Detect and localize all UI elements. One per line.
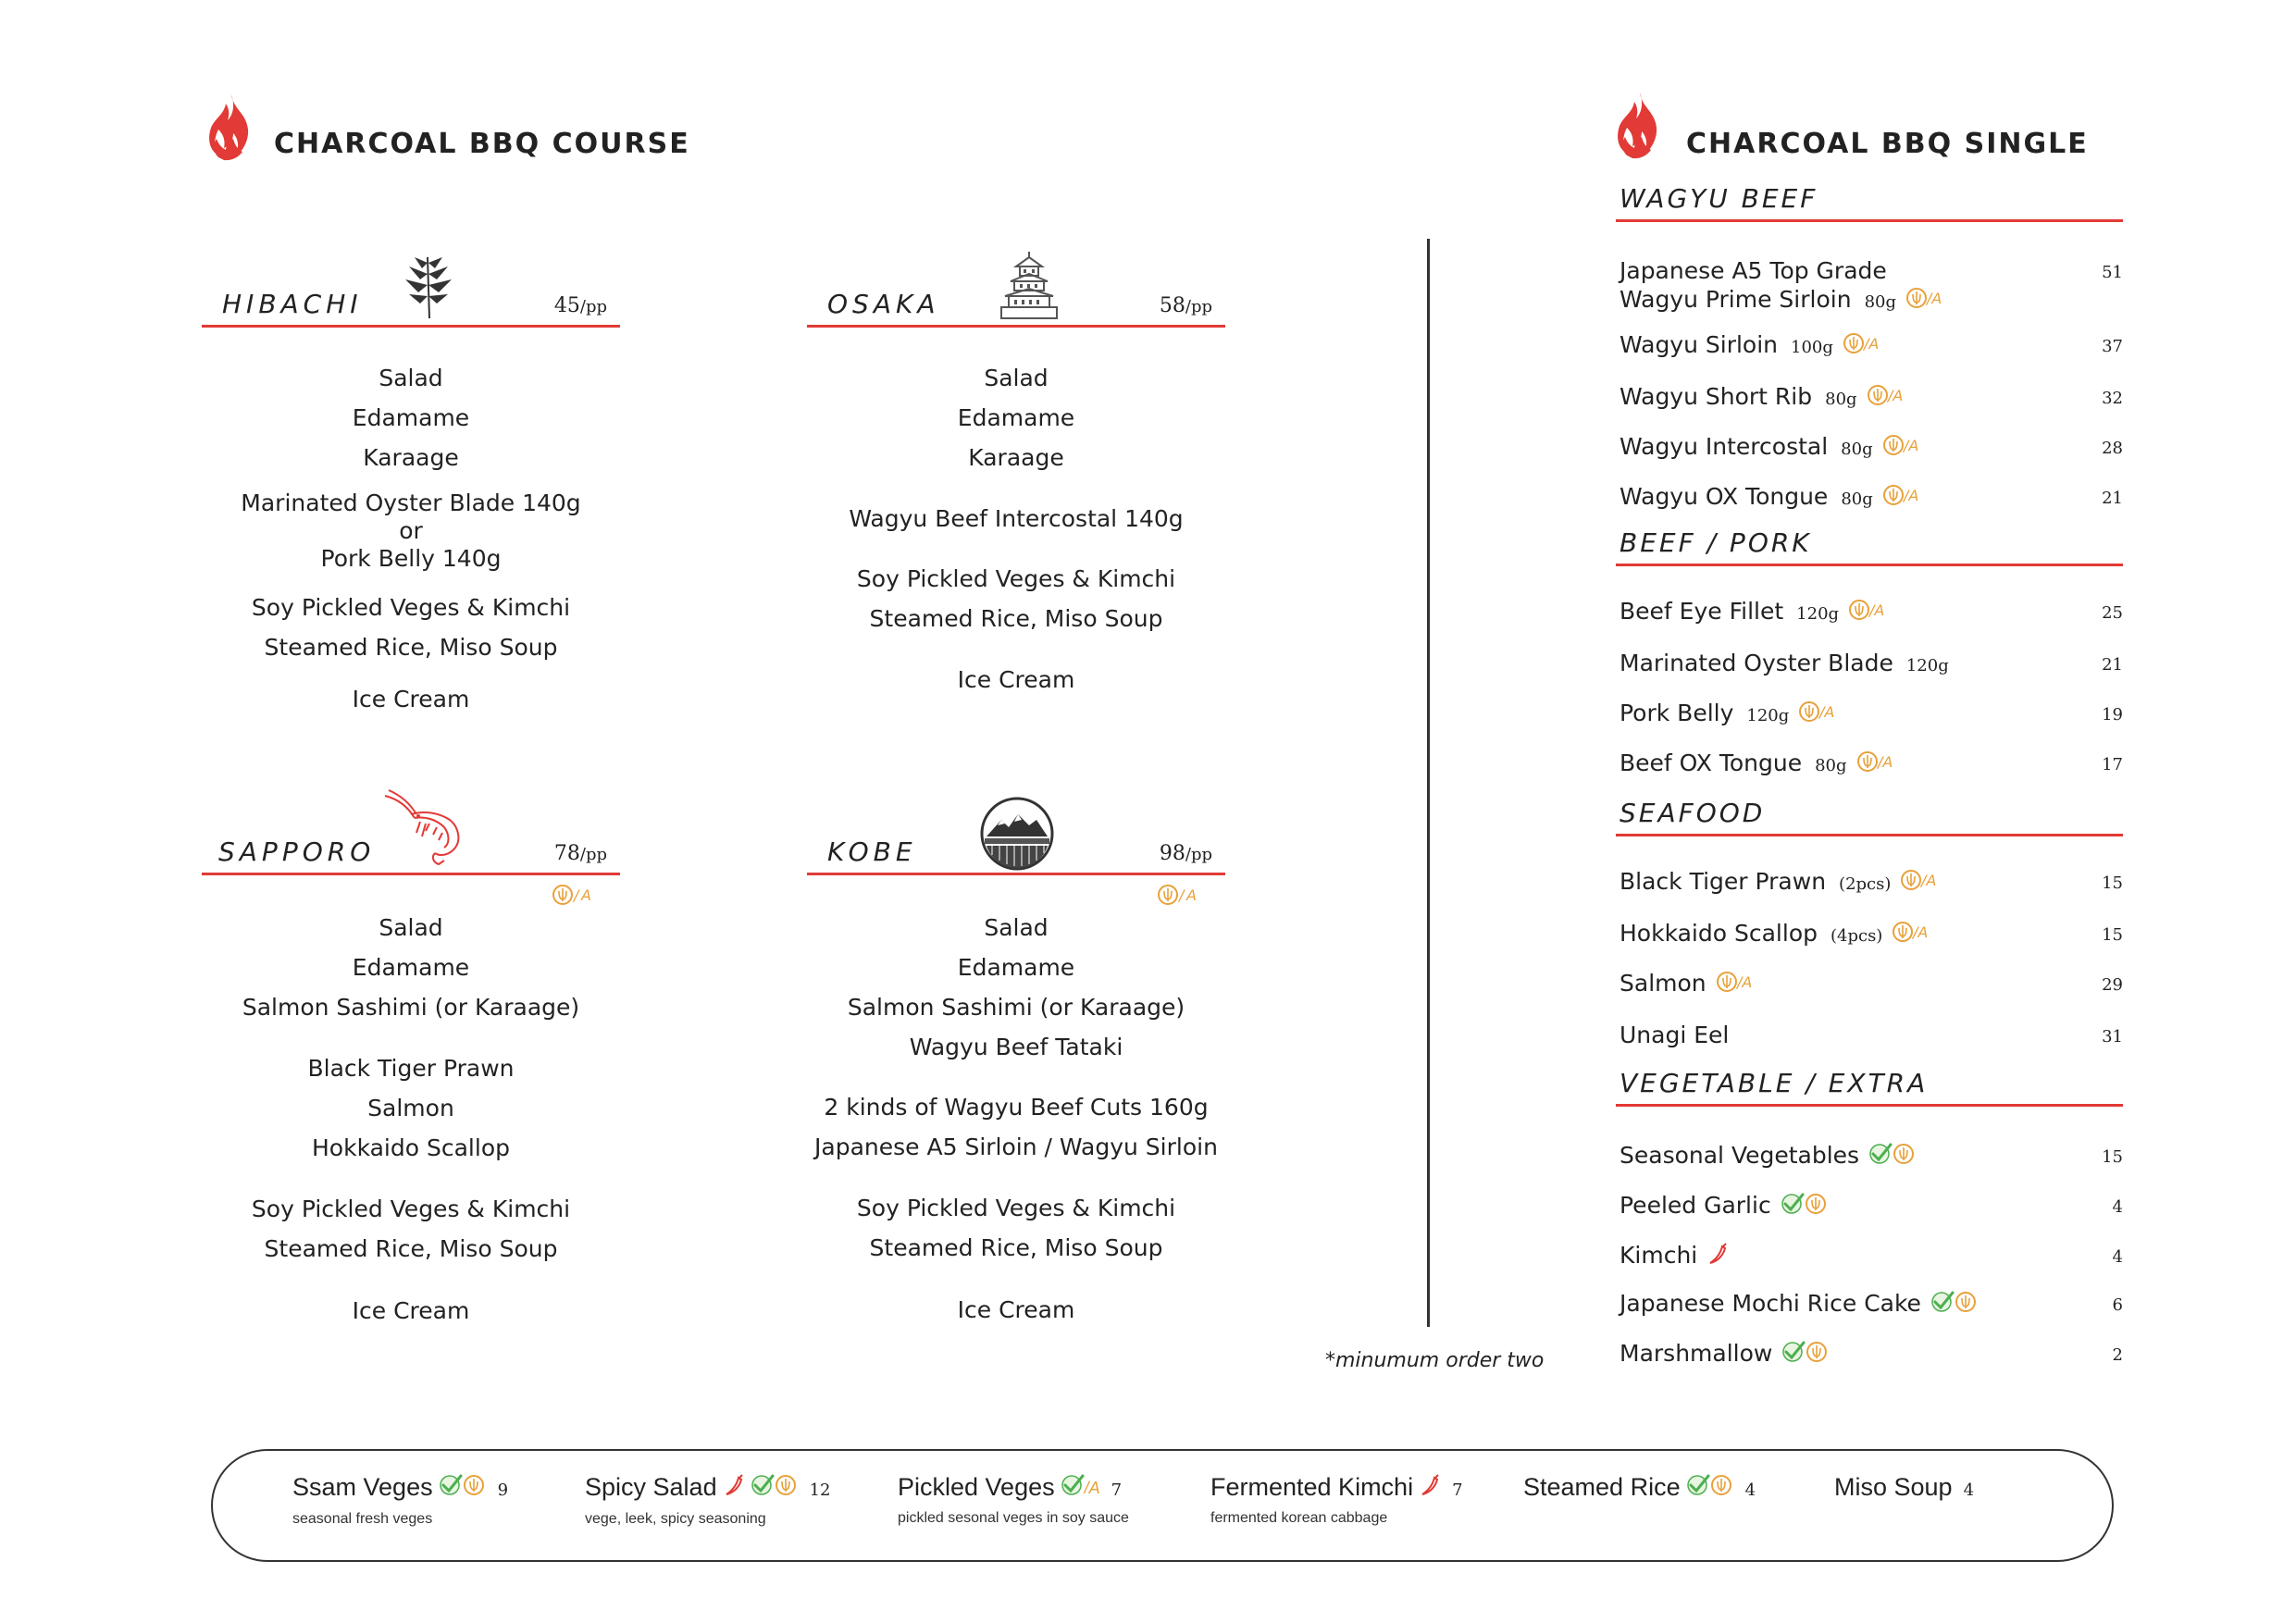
course-item: Salmon Sashimi (or Karaage) xyxy=(847,994,1185,1021)
item-weight: 100g xyxy=(1791,338,1833,357)
course-item: Edamame xyxy=(957,404,1075,431)
side-description: pickled sesonal veges in soy sauce xyxy=(898,1510,1129,1527)
svg-text:/: / xyxy=(1179,886,1185,904)
vegetarian-icon xyxy=(439,1474,463,1503)
side-item xyxy=(1523,1473,1756,1504)
item-name: Japanese A5 Top Grade xyxy=(1620,257,1887,284)
side-name: Miso Soup xyxy=(1834,1473,1953,1501)
minimum-order-note: *minumum order two xyxy=(1325,1349,1545,1372)
side-item xyxy=(292,1473,508,1528)
item-price: 37 xyxy=(2102,337,2123,356)
menu-item xyxy=(1620,1340,2123,1371)
prawn-icon xyxy=(383,787,476,870)
course-item: Hokkaido Scallop xyxy=(312,1134,510,1161)
course-price: 45/pp xyxy=(553,294,607,317)
course-header xyxy=(202,801,620,875)
svg-text:/A: /A xyxy=(1921,872,1937,889)
course-item: Steamed Rice, Miso Soup xyxy=(264,1235,558,1262)
menu-item xyxy=(1620,920,2123,951)
item-price: 15 xyxy=(2102,925,2123,945)
vegetarian-icon xyxy=(1686,1474,1710,1503)
item-price: 51 xyxy=(2102,263,2123,282)
svg-text:/A: /A xyxy=(1927,290,1942,307)
item-price: 21 xyxy=(2102,655,2123,675)
item-weight: (2pcs) xyxy=(1839,874,1892,894)
vegetarian-icon xyxy=(1930,1291,1955,1319)
side-name: Steamed Rice xyxy=(1523,1473,1681,1501)
svg-text:/A: /A xyxy=(1913,923,1929,941)
menu-item xyxy=(1620,1290,2123,1321)
item-price: 6 xyxy=(2112,1295,2123,1315)
item-name: Wagyu OX Tongue xyxy=(1620,483,1829,510)
allergen-label: /A xyxy=(1084,1479,1100,1498)
menu-item xyxy=(1620,483,2123,514)
allergen-icon xyxy=(1843,331,1887,361)
item-price: 4 xyxy=(2112,1247,2123,1267)
course-item: Karaage xyxy=(363,444,459,471)
item-price: 25 xyxy=(2102,603,2123,623)
course-kobe xyxy=(807,801,1225,1323)
allergen-icon xyxy=(1798,700,1843,729)
allergen-icon xyxy=(1806,1340,1830,1369)
item-weight: 80g xyxy=(1864,292,1896,312)
item-name: Marinated Oyster Blade xyxy=(1620,650,1893,676)
vegetarian-icon xyxy=(1061,1474,1085,1503)
item-name: Peeled Garlic xyxy=(1620,1192,1771,1219)
menu-item xyxy=(1620,1142,2123,1173)
side-price: 9 xyxy=(497,1481,509,1500)
item-name: Beef Eye Fillet xyxy=(1620,598,1784,625)
svg-text:A: A xyxy=(1186,886,1197,904)
item-weight: 120g xyxy=(1796,604,1840,624)
course-item: or xyxy=(399,517,423,544)
menu-item xyxy=(1620,868,2123,899)
course-item: Japanese A5 Sirloin / Wagyu Sirloin xyxy=(814,1134,1218,1160)
side-name: Spicy Salad xyxy=(585,1473,717,1501)
course-price: 58/pp xyxy=(1159,294,1212,317)
svg-text:A: A xyxy=(581,886,591,904)
item-price: 19 xyxy=(2102,705,2123,725)
course-item: Wagyu Beef Intercostal 140g xyxy=(849,505,1184,532)
single-section-title: CHARCOAL BBQ SINGLE xyxy=(1686,128,2089,160)
vegetarian-icon xyxy=(1781,1193,1805,1220)
course-item: Steamed Rice, Miso Soup xyxy=(264,634,558,661)
svg-text:/A: /A xyxy=(1736,973,1752,991)
item-price: 15 xyxy=(2102,873,2123,893)
item-name-line2: Wagyu Prime Sirloin xyxy=(1620,286,1852,313)
course-section-title: CHARCOAL BBQ COURSE xyxy=(274,128,690,160)
course-item: Salad xyxy=(984,365,1049,391)
side-description: vege, leek, spicy seasoning xyxy=(585,1511,766,1528)
item-price: 28 xyxy=(2102,439,2123,458)
item-price: 4 xyxy=(2112,1197,2123,1217)
course-price: 98/pp xyxy=(1159,842,1212,865)
item-price: 2 xyxy=(2112,1345,2123,1365)
course-header xyxy=(807,801,1225,875)
svg-text:/A: /A xyxy=(1869,601,1885,619)
menu-item xyxy=(1620,650,2123,681)
course-name: OSAKA xyxy=(827,289,940,319)
course-item: 2 kinds of Wagyu Beef Cuts 160g xyxy=(824,1094,1209,1121)
course-item: Salmon Sashimi (or Karaage) xyxy=(242,994,580,1021)
leaf-icon xyxy=(396,254,461,320)
side-price: 12 xyxy=(809,1481,831,1500)
item-weight: 80g xyxy=(1841,440,1873,459)
svg-text:/A: /A xyxy=(1863,335,1880,353)
flame-icon xyxy=(205,93,257,163)
item-price: 32 xyxy=(2102,389,2123,408)
menu-item xyxy=(1620,383,2123,415)
category-name: WAGYU BEEF xyxy=(1620,183,1818,214)
allergen-icon xyxy=(1710,1473,1734,1504)
item-weight: 120g xyxy=(1905,656,1949,675)
menu-item xyxy=(1620,433,2123,465)
course-item: Karaage xyxy=(968,444,1064,471)
item-price: 31 xyxy=(2102,1027,2123,1047)
column-divider xyxy=(1427,239,1430,1327)
item-weight: (4pcs) xyxy=(1830,926,1883,946)
course-item: Edamame xyxy=(957,954,1075,981)
course-item: Soy Pickled Veges & Kimchi xyxy=(856,1195,1176,1221)
allergen-badge-icon xyxy=(552,883,598,907)
allergen-icon xyxy=(1867,383,1911,413)
chili-icon xyxy=(1706,1243,1729,1270)
course-item: Soy Pickled Veges & Kimchi xyxy=(856,565,1176,592)
item-weight: 80g xyxy=(1841,489,1873,509)
vegetarian-icon xyxy=(751,1474,775,1503)
allergen-icon xyxy=(1716,970,1760,999)
course-name: SAPPORO xyxy=(218,836,376,867)
allergen-icon xyxy=(1955,1290,1979,1319)
side-item xyxy=(1210,1473,1463,1527)
svg-text:/A: /A xyxy=(1903,487,1919,504)
item-weight: 120g xyxy=(1746,706,1790,725)
menu-item xyxy=(1620,1022,2123,1053)
svg-text:/A: /A xyxy=(1903,437,1918,454)
course-item: Ice Cream xyxy=(352,1297,470,1324)
menu-item xyxy=(1620,598,2123,629)
category-name: VEGETABLE / EXTRA xyxy=(1620,1068,1929,1098)
course-item: Soy Pickled Veges & Kimchi xyxy=(251,594,571,621)
side-name: Fermented Kimchi xyxy=(1210,1473,1414,1501)
allergen-icon xyxy=(1892,920,1936,949)
item-name: Black Tiger Prawn xyxy=(1620,868,1827,895)
side-price: 7 xyxy=(1452,1481,1463,1500)
side-item xyxy=(1834,1473,1974,1502)
allergen-icon xyxy=(1905,286,1950,316)
menu-item xyxy=(1620,331,2123,363)
side-price: 4 xyxy=(1744,1481,1756,1500)
allergen-icon xyxy=(1900,868,1944,898)
item-name: Salmon xyxy=(1620,970,1706,997)
item-price: 21 xyxy=(2102,489,2123,508)
flame-icon xyxy=(1614,91,1666,161)
chili-icon xyxy=(723,1474,745,1503)
course-name: KOBE xyxy=(827,836,917,867)
svg-text:/A: /A xyxy=(1877,753,1893,771)
course-name: HIBACHI xyxy=(222,289,363,319)
side-price: 4 xyxy=(1963,1481,1975,1500)
allergen-icon xyxy=(1848,598,1893,627)
course-item: Edamame xyxy=(352,404,470,431)
side-description: seasonal fresh veges xyxy=(292,1511,433,1528)
item-price: 15 xyxy=(2102,1147,2123,1167)
course-item: Salad xyxy=(984,914,1049,941)
item-name: Wagyu Short Rib xyxy=(1620,383,1813,410)
item-weight: 80g xyxy=(1815,756,1847,775)
allergen-icon xyxy=(1805,1192,1829,1221)
item-name: Kimchi xyxy=(1620,1242,1698,1269)
course-item: Marinated Oyster Blade 140g xyxy=(241,489,581,516)
vegetarian-icon xyxy=(1781,1341,1806,1369)
item-price: 29 xyxy=(2102,975,2123,995)
item-price: 17 xyxy=(2102,755,2123,774)
item-name: Japanese Mochi Rice Cake xyxy=(1620,1290,1921,1317)
castle-icon xyxy=(992,248,1066,322)
allergen-icon xyxy=(1893,1142,1917,1171)
menu-item xyxy=(1620,700,2123,731)
item-name: Marshmallow xyxy=(1620,1340,1773,1367)
item-name: Pork Belly xyxy=(1620,700,1734,726)
vegetarian-icon xyxy=(1868,1143,1893,1171)
item-name: Wagyu Intercostal xyxy=(1620,433,1829,460)
allergen-icon xyxy=(1882,483,1927,513)
course-item: Black Tiger Prawn xyxy=(307,1055,515,1082)
allergen-badge-icon xyxy=(1157,883,1203,907)
svg-text:/: / xyxy=(574,886,579,904)
category-name: BEEF / PORK xyxy=(1620,527,1812,558)
category-header xyxy=(1616,1066,2123,1107)
course-item: Salad xyxy=(379,365,443,391)
course-item: Salad xyxy=(379,914,443,941)
item-name: Hokkaido Scallop xyxy=(1620,920,1818,947)
category-header xyxy=(1616,526,2123,566)
allergen-icon xyxy=(775,1473,799,1504)
item-name: Unagi Eel xyxy=(1620,1022,1730,1048)
menu-item xyxy=(1620,970,2123,1001)
course-item: Steamed Rice, Miso Soup xyxy=(869,605,1163,632)
allergen-icon xyxy=(463,1473,487,1504)
svg-text:/A: /A xyxy=(1819,703,1835,721)
menu-item xyxy=(1620,257,2123,318)
side-name: Ssam Veges xyxy=(292,1473,433,1501)
item-name: Beef OX Tongue xyxy=(1620,750,1803,776)
course-item: Salmon xyxy=(367,1095,454,1121)
side-name: Pickled Veges xyxy=(898,1473,1055,1501)
mountain-emblem-icon xyxy=(979,796,1055,872)
side-description: fermented korean cabbage xyxy=(1210,1510,1388,1527)
course-sapporo xyxy=(202,801,620,1324)
item-weight: 80g xyxy=(1825,390,1857,409)
allergen-icon xyxy=(1882,433,1927,463)
chili-icon xyxy=(1419,1474,1441,1503)
course-item: Pork Belly 140g xyxy=(320,545,502,572)
course-item: Ice Cream xyxy=(352,686,470,712)
side-price: 7 xyxy=(1111,1481,1123,1500)
course-hibachi xyxy=(202,254,620,712)
course-item: Steamed Rice, Miso Soup xyxy=(869,1234,1163,1261)
item-name: Seasonal Vegetables xyxy=(1620,1142,1860,1169)
menu-item xyxy=(1620,750,2123,781)
course-item: Ice Cream xyxy=(957,666,1075,693)
menu-item xyxy=(1620,1192,2123,1223)
course-item: Ice Cream xyxy=(957,1296,1075,1323)
course-item: Wagyu Beef Tataki xyxy=(909,1034,1123,1060)
category-header xyxy=(1616,181,2123,222)
side-item xyxy=(585,1473,831,1528)
menu-item xyxy=(1620,1242,2123,1273)
course-header xyxy=(202,254,620,328)
course-price: 78/pp xyxy=(553,842,607,865)
category-header xyxy=(1616,796,2123,836)
svg-text:/A: /A xyxy=(1887,387,1903,404)
item-name: Wagyu Sirloin xyxy=(1620,331,1779,358)
category-name: SEAFOOD xyxy=(1620,798,1766,828)
side-item xyxy=(898,1473,1129,1527)
course-item: Soy Pickled Veges & Kimchi xyxy=(251,1196,571,1222)
course-item: Edamame xyxy=(352,954,470,981)
course-header xyxy=(807,254,1225,328)
allergen-icon xyxy=(1856,750,1901,779)
course-osaka xyxy=(807,254,1225,693)
